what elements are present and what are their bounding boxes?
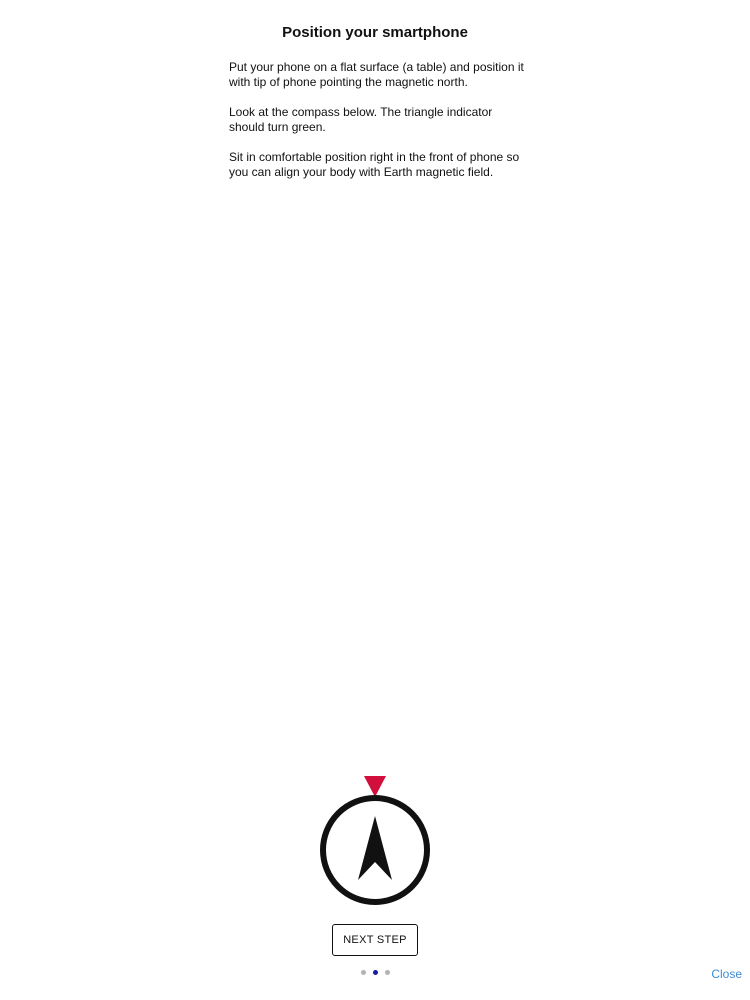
next-step-button[interactable]: NEXT STEP [332, 924, 418, 956]
instructions [229, 60, 525, 195]
close-link[interactable]: Close [711, 967, 742, 981]
page-dot-1[interactable] [361, 970, 366, 975]
compass [310, 770, 440, 910]
instruction-paragraph-1: Put your phone on a flat surface (a table) and position it with tip of phone pointing the magnetic north. [229, 60, 524, 89]
page-indicator [355, 967, 395, 977]
instruction-paragraph-3: Sit in comfortable position right in the front of phone so you can align your body with Earth magnetic field. [229, 150, 520, 179]
compass-needle-icon [358, 816, 392, 880]
page-dot-2[interactable] [373, 970, 378, 975]
instruction-paragraph-2: Look at the compass below. The triangle indicator should turn green. [229, 105, 493, 134]
page-title: Position your smartphone [282, 24, 468, 41]
triangle-indicator-icon [364, 776, 386, 797]
compass-graphic [310, 770, 440, 910]
page-dot-3[interactable] [385, 970, 390, 975]
